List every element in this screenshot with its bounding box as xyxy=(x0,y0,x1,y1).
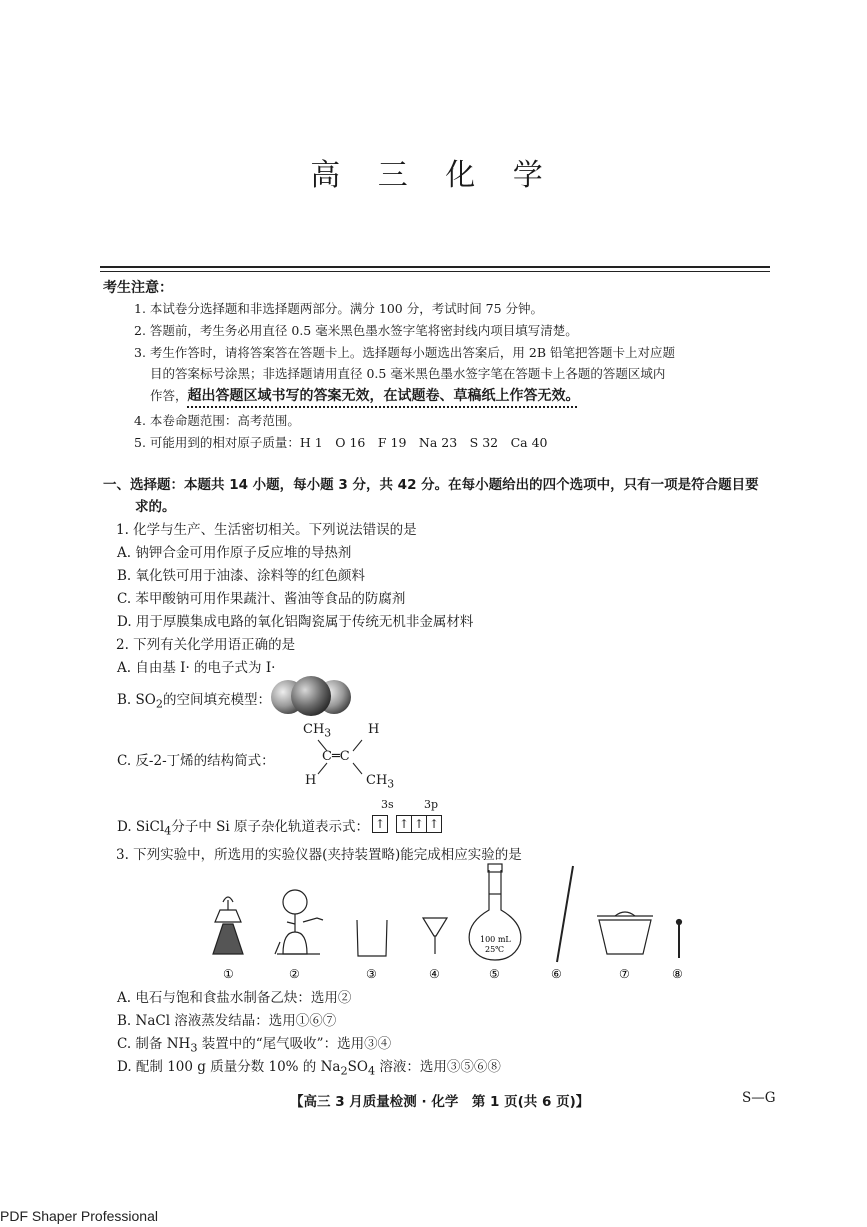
notice-emphasis: 超出答题区域书写的答案无效，在试题卷、草稿纸上作答无效。 xyxy=(187,388,580,404)
q3-option-a: A. 电石与饱和食盐水制备乙炔：选用② xyxy=(117,990,352,1006)
q1-option-b: B. 氧化铁可用于油漆、涂料等的红色颜料 xyxy=(117,568,366,584)
q2-b-text: B. SO xyxy=(117,692,156,708)
orbital-3s-label: 3s xyxy=(381,798,394,811)
q3-d-text: D. 配制 100 g 质量分数 10% 的 Na xyxy=(117,1059,341,1075)
q3-stem: 3. 下列实验中，所选用的实验仪器(夹持装置略)能完成相应实验的是 xyxy=(116,847,522,863)
c-ch3-bottom-text: CH xyxy=(366,773,388,788)
notice-heading: 考生注意： xyxy=(103,280,173,296)
q3-d-sub1: 2 xyxy=(340,1064,348,1078)
apparatus-label-8: ⑧ xyxy=(672,967,683,981)
apparatus-label-7: ⑦ xyxy=(619,967,630,981)
apparatus-label-5: ⑤ xyxy=(489,967,500,981)
butene-bonds xyxy=(300,735,380,780)
notice-item-5: 5. 可能用到的相对原子质量：H 1 O 16 F 19 Na 23 S 32 Ca 40 xyxy=(134,435,548,450)
c-h-top: H xyxy=(368,722,380,737)
q3-c-sub: 3 xyxy=(190,1041,198,1055)
q3-option-c xyxy=(117,1032,391,1055)
notice-item-3-prefix: 作答， xyxy=(150,388,188,403)
orbital-box-3s: ↑ xyxy=(374,817,386,831)
q2-d-sub: 4 xyxy=(164,824,172,838)
orbital-box-3p-2: ↑ xyxy=(412,816,427,832)
q3-c-text: C. 制备 NH xyxy=(117,1036,191,1052)
notice-item-3: 3. 考生作答时，请将答案答在答题卡上。选择题每小题选出答案后，用 2B 铅笔把答题卡上对应题 xyxy=(134,345,675,360)
notice-item-4: 4. 本卷命题范围：高考范围。 xyxy=(134,413,300,428)
apparatus-8-thermometer xyxy=(677,920,682,959)
q3-option-d xyxy=(117,1055,501,1078)
apparatus-6-glass-rod xyxy=(557,866,573,962)
apparatus-label-2: ② xyxy=(289,967,300,981)
watermark: PDF Shaper Professional xyxy=(0,1208,158,1224)
q3-option-b: B. NaCl 溶液蒸发结晶：选用①⑥⑦ xyxy=(117,1013,337,1029)
apparatus-2-gas-generator xyxy=(275,890,323,954)
q3-c-suffix: 装置中的“尾气吸收”：选用③④ xyxy=(197,1036,392,1052)
q1-stem: 1. 化学与生产、生活密切相关。下列说法错误的是 xyxy=(116,522,417,538)
flask-label-temp: 25℃ xyxy=(485,945,505,954)
c-ch3-bottom-sub: 3 xyxy=(387,777,395,791)
section-heading-cont: 求的。 xyxy=(135,499,176,515)
header-rule-thin xyxy=(100,271,770,272)
apparatus-label-6: ⑥ xyxy=(551,967,562,981)
so2-space-filling-model xyxy=(268,676,358,718)
c-double-bond: C═C xyxy=(322,749,350,764)
header-rule-thick xyxy=(100,266,770,268)
q2-option-d xyxy=(117,815,369,838)
orbital-diagram xyxy=(372,815,442,833)
apparatus-1-crucible-lamp xyxy=(213,897,243,954)
q2-stem: 2. 下列有关化学用语正确的是 xyxy=(116,637,296,653)
q3-d-suffix: 溶液：选用③⑤⑥⑧ xyxy=(375,1059,501,1075)
q1-option-d: D. 用于厚膜集成电路的氧化铝陶瓷属于传统无机非金属材料 xyxy=(117,614,474,630)
c-ch3-top-sub: 3 xyxy=(324,726,332,740)
page-footer: 【高三 3 月质量检测 · 化学 第 1 页(共 6 页)】 xyxy=(290,1094,590,1110)
apparatus-3-beaker xyxy=(357,920,387,956)
q1-option-a: A. 钠钾合金可用作原子反应堆的导热剂 xyxy=(117,545,352,561)
lab-apparatus-figure xyxy=(195,862,695,982)
flask-label-volume: 100 mL xyxy=(480,935,511,944)
q1-option-c: C. 苯甲酸钠可用作果蔬汁、酱油等食品的防腐剂 xyxy=(117,591,406,607)
notice-item-1: 1. 本试卷分选择题和非选择题两部分。满分 100 分，考试时间 75 分钟。 xyxy=(134,301,544,316)
apparatus-4-funnel xyxy=(423,918,447,954)
q2-option-c: C. 反-2-丁烯的结构简式： xyxy=(117,753,275,769)
orbital-box-3p-3: ↑ xyxy=(428,817,440,831)
notice-item-3-cont: 目的答案标号涂黑；非选择题请用直径 0.5 毫米黑色墨水签字笔在答题卡上各题的答题区域内 xyxy=(150,366,666,381)
c-ch3-top-text: CH xyxy=(303,722,325,737)
q3-d-sub2: 4 xyxy=(367,1064,376,1078)
q2-option-b xyxy=(117,688,271,711)
c-h-bottom: H xyxy=(305,773,317,788)
q2-d-suffix: 分子中 Si 原子杂化轨道表示式： xyxy=(171,819,369,835)
apparatus-label-4: ④ xyxy=(429,967,440,981)
page-title: 高 三 化 学 xyxy=(310,158,557,193)
orbital-box-3p-1: ↑ xyxy=(397,816,412,832)
q2-d-text: D. SiCl xyxy=(117,819,165,835)
apparatus-label-3: ③ xyxy=(366,967,377,981)
q2-option-a: A. 自由基 I· 的电子式为 I· xyxy=(117,660,276,676)
notice-item-3-end xyxy=(150,385,580,405)
orbital-3p-label: 3p xyxy=(424,798,439,811)
q2-b-suffix: 的空间填充模型： xyxy=(163,692,271,708)
q2-b-sub: 2 xyxy=(155,697,163,711)
apparatus-label-1: ① xyxy=(223,967,234,981)
section-heading: 一、选择题：本题共 14 小题，每小题 3 分，共 42 分。在每小题给出的四个选项中，只有一项是符合题目要 xyxy=(103,477,759,493)
paper-code: S—G xyxy=(742,1090,776,1106)
q3-d-mid: SO xyxy=(347,1059,368,1075)
apparatus-7-crucible-with-lid xyxy=(597,912,653,954)
notice-item-2: 2. 答题前，考生务必用直径 0.5 毫米黑色墨水签字笔将密封线内项目填写清楚。 xyxy=(134,323,578,338)
